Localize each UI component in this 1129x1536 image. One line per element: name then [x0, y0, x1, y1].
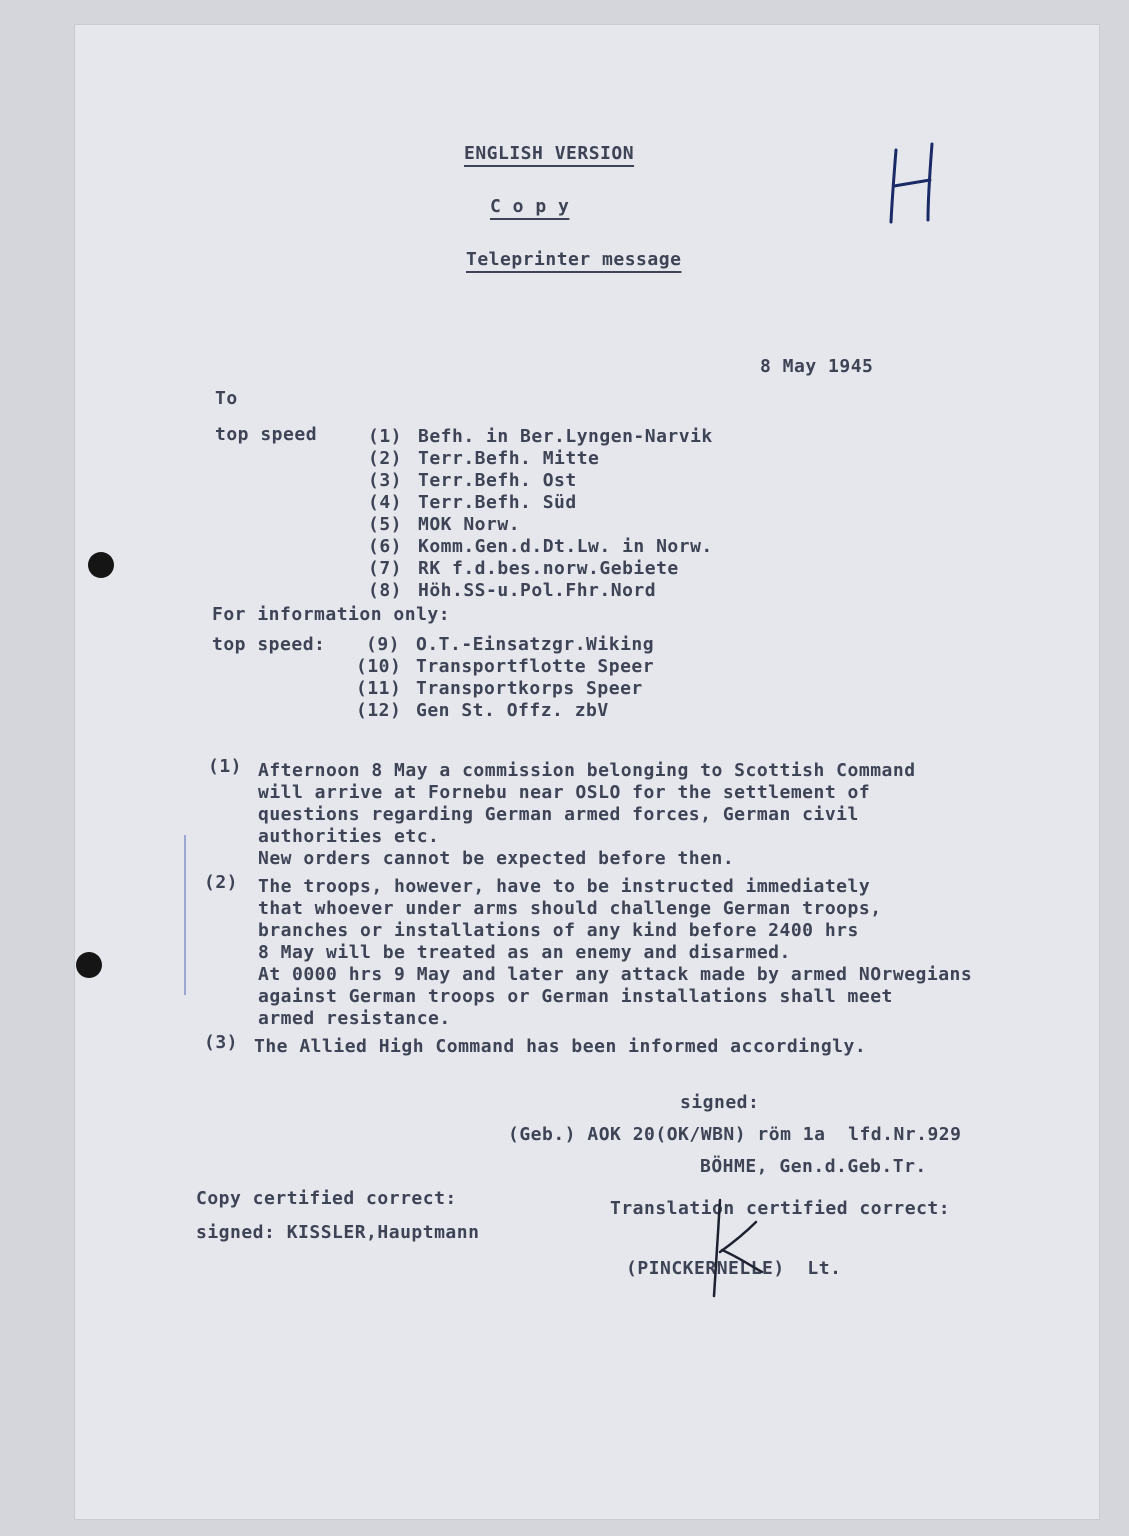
recipient-number: (7) — [368, 558, 403, 579]
recipient-number: (8) — [368, 580, 403, 601]
recipient-number: (6) — [368, 536, 403, 557]
copy-certified-signer: signed: KISSLER,Hauptmann — [196, 1222, 480, 1243]
paragraph-1-line: Afternoon 8 May a commission belonging to Scottish Command — [258, 760, 916, 781]
recipient-name: Höh.SS-u.Pol.Fhr.Nord — [418, 580, 657, 601]
info-recipient-number: (11) — [356, 678, 402, 699]
paragraph-2-line: 8 May will be treated as an enemy and disarmed. — [258, 942, 791, 963]
signed-label: signed: — [680, 1092, 760, 1113]
to-label: To — [215, 388, 238, 409]
info-recipient-number: (9) — [366, 634, 401, 655]
info-recipient-name: Gen St. Offz. zbV — [416, 700, 609, 721]
paragraph-1-line: questions regarding German armed forces, German civil — [258, 804, 859, 825]
translation-certified-label: Translation certified correct: — [610, 1198, 951, 1219]
signature-reference: (Geb.) AOK 20(OK/WBN) röm 1a lfd.Nr.929 — [508, 1124, 962, 1145]
info-recipient-name: Transportkorps Speer — [416, 678, 643, 699]
info-only-label: For information only: — [212, 604, 451, 625]
teleprinter-heading: Teleprinter message — [466, 249, 682, 270]
paragraph-2-line: armed resistance. — [258, 1008, 451, 1029]
paragraph-1-number: (1) — [208, 756, 243, 777]
recipient-name: Terr.Befh. Mitte — [418, 448, 600, 469]
recipient-number: (1) — [368, 426, 403, 447]
paragraph-2-number: (2) — [204, 872, 239, 893]
recipient-number: (5) — [368, 514, 403, 535]
paragraph-2-line: At 0000 hrs 9 May and later any attack made by armed NOrwegians — [258, 964, 973, 985]
recipient-name: Terr.Befh. Süd — [418, 492, 577, 513]
recipient-name: Befh. in Ber.Lyngen-Narvik — [418, 426, 713, 447]
english-version-heading: ENGLISH VERSION — [464, 143, 635, 164]
info-recipient-name: Transportflotte Speer — [416, 656, 655, 677]
punch-hole-top — [88, 552, 114, 578]
recipient-name: MOK Norw. — [418, 514, 521, 535]
punch-hole-bottom — [76, 952, 102, 978]
translator-name: (PINCKERNELLE) Lt. — [626, 1258, 842, 1279]
handwritten-initial-signature — [700, 1192, 770, 1302]
message-date: 8 May 1945 — [760, 356, 874, 377]
recipient-number: (4) — [368, 492, 403, 513]
recipient-number: (3) — [368, 470, 403, 491]
info-recipient-number: (10) — [356, 656, 402, 677]
info-recipient-name: O.T.-Einsatzgr.Wiking — [416, 634, 655, 655]
signatory-name: BÖHME, Gen.d.Geb.Tr. — [700, 1156, 927, 1177]
paragraph-2-line: The troops, however, have to be instructed immediately — [258, 876, 871, 897]
recipient-name: Komm.Gen.d.Dt.Lw. in Norw. — [418, 536, 713, 557]
paragraph-2-line: against German troops or German installations shall meet — [258, 986, 893, 1007]
paragraph-1-line: will arrive at Fornebu near OSLO for the settlement of — [258, 782, 871, 803]
info-top-speed-label: top speed: — [212, 634, 326, 655]
info-recipient-number: (12) — [356, 700, 402, 721]
margin-pencil-line — [184, 835, 186, 995]
recipient-name: Terr.Befh. Ost — [418, 470, 577, 491]
paragraph-1-line: authorities etc. — [258, 826, 440, 847]
paragraph-3-number: (3) — [204, 1032, 239, 1053]
top-speed-label: top speed — [215, 424, 318, 445]
recipient-name: RK f.d.bes.norw.Gebiete — [418, 558, 679, 579]
handwritten-h-mark — [884, 140, 944, 230]
copy-heading: C o p y — [490, 196, 570, 217]
paragraph-2-line: that whoever under arms should challenge German troops, — [258, 898, 882, 919]
copy-certified-label: Copy certified correct: — [196, 1188, 457, 1209]
paragraph-1-line: New orders cannot be expected before then. — [258, 848, 735, 869]
paragraph-2-line: branches or installations of any kind before 2400 hrs — [258, 920, 859, 941]
paragraph-3-text: The Allied High Command has been informed accordingly. — [254, 1036, 867, 1057]
recipient-number: (2) — [368, 448, 403, 469]
